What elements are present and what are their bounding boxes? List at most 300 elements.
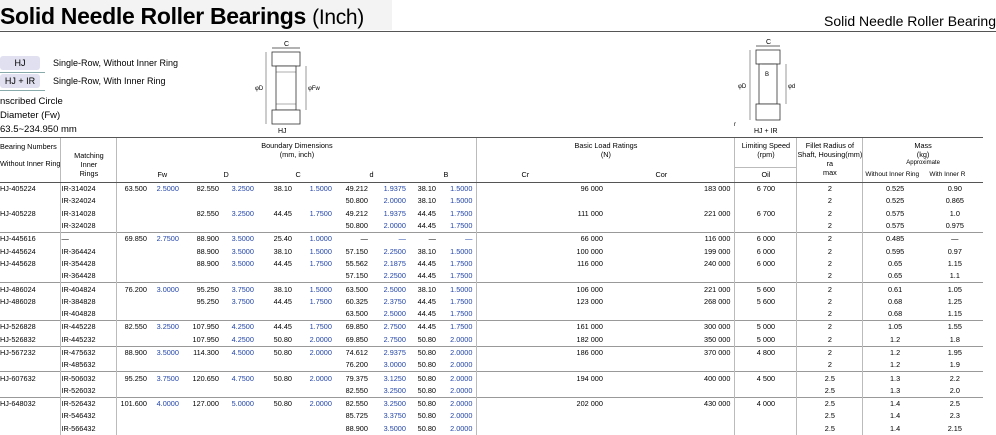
- cell-Bi: 2.0000: [450, 334, 473, 344]
- col-d-outer: D: [223, 170, 229, 179]
- table-row: [0, 258, 983, 270]
- cell-m1: 1.3: [863, 372, 927, 385]
- cell-ir: IR-404824: [61, 283, 117, 296]
- cell-cor: [607, 410, 735, 422]
- cell-fwm: 63.500: [117, 183, 151, 196]
- cell-Bm: 44.45: [417, 221, 436, 231]
- cell-dm: 55.562: [345, 258, 368, 268]
- cell-cr: 111 000: [477, 208, 607, 220]
- cell-Bm: 44.45: [417, 208, 436, 218]
- cell-Cm: 50.80: [258, 372, 296, 385]
- cell-di: 2.3750: [383, 296, 406, 306]
- cell-ra: 2.5: [797, 410, 863, 422]
- cell-Ci: 2.0000: [309, 334, 332, 344]
- cell-hj: HJ-486024: [0, 283, 61, 296]
- cell-Ci: [296, 220, 336, 233]
- cell-fwi: 2.7500: [151, 233, 183, 246]
- cell-hj: HJ-648032: [0, 398, 61, 411]
- cell-Di: 3.5000: [223, 233, 258, 246]
- cell-cor: 183 000: [607, 183, 735, 196]
- cell-cor: [607, 270, 735, 283]
- cell-ir: IR-546432: [61, 410, 117, 422]
- cell-dm: 50.800: [345, 196, 368, 206]
- cell-dm: 50.800: [345, 221, 368, 231]
- legend-underline: [0, 90, 45, 91]
- dim-c-label-2: C: [766, 39, 772, 46]
- cell-di: 2.0000: [383, 196, 406, 206]
- cell-Cm: 50.80: [273, 334, 292, 344]
- cell-Ci: 2.0000: [296, 398, 336, 411]
- cell-cor: [607, 385, 735, 398]
- cell-cor: 400 000: [607, 372, 735, 385]
- cell-Dm: [183, 308, 223, 321]
- cell-oil: 4 000: [735, 398, 797, 411]
- cell-Bm: 44.45: [417, 271, 436, 281]
- cell-oil: 6 700: [735, 208, 797, 220]
- cell-Cm: 44.45: [258, 321, 296, 334]
- cell-Cm: [258, 423, 296, 435]
- cell-oil: [735, 270, 797, 283]
- cell-dm: 85.725: [345, 411, 368, 421]
- cell-Bm: 50.80: [410, 372, 440, 385]
- cell-Cm: [258, 270, 296, 283]
- cell-Di: [223, 423, 258, 435]
- cell-m1: 1.05: [863, 321, 927, 334]
- dim-r-label: r: [734, 122, 736, 128]
- cell-Cm: 50.80: [258, 346, 296, 359]
- col-boundary: Boundary Dimensions (mm, inch) Fw D C d B: [117, 138, 477, 183]
- cell-di: 3.2500: [383, 385, 406, 395]
- cell-Bm: 38.10: [417, 196, 436, 206]
- cell-Dm: [183, 410, 223, 422]
- cell-Dm: [183, 423, 223, 435]
- cell-m2: 2.3: [949, 411, 960, 421]
- cell-Dm: 107.950: [192, 334, 219, 344]
- cell-Cm: 44.45: [273, 258, 292, 268]
- cell-cr: [477, 220, 607, 233]
- cell-Ci: [296, 385, 336, 398]
- cell-Cm: 25.40: [258, 233, 296, 246]
- inscribed-circle-note: [0, 95, 77, 137]
- cell-m2: 0.865: [945, 196, 964, 206]
- cell-oil: [735, 410, 797, 422]
- cell-m1: 0.525: [863, 183, 927, 196]
- cell-Ci: 2.0000: [296, 346, 336, 359]
- cell-Di: [223, 410, 258, 422]
- cell-Ci: [296, 410, 336, 422]
- cell-dm: 49.212: [336, 183, 372, 196]
- cell-Dm: 114.300: [183, 346, 223, 359]
- cell-oil: [735, 423, 797, 435]
- legend-desc: Single-Row, Without Inner Ring: [53, 58, 179, 68]
- cell-oil: 5 000: [735, 334, 797, 347]
- cell-cor: 300 000: [607, 321, 735, 334]
- cell-cr: 202 000: [477, 398, 607, 411]
- cell-Bi: 1.7500: [450, 296, 473, 306]
- cell-m2: 1.8: [949, 334, 960, 344]
- cell-Bm: 50.80: [417, 385, 436, 395]
- cell-ra: 2: [797, 296, 863, 308]
- cell-cor: 221 000: [607, 283, 735, 296]
- cell-m1: 1.2: [863, 359, 927, 372]
- cell-fwm: [117, 334, 151, 347]
- cell-m2: 1.15: [947, 258, 962, 268]
- cell-di: 1.9375: [383, 208, 406, 218]
- cell-fwi: 3.2500: [151, 321, 183, 334]
- table-row: [0, 283, 983, 296]
- cell-di: 2.7500: [372, 321, 410, 334]
- cell-hj: [0, 410, 61, 422]
- running-header: Solid Needle Roller Bearing: [824, 13, 996, 29]
- cell-m2: 0.90: [927, 183, 983, 196]
- cell-Bm: 38.10: [410, 183, 440, 196]
- table-row: [0, 423, 983, 435]
- cell-Cm: [258, 195, 296, 207]
- cell-Ci: 2.0000: [296, 372, 336, 385]
- cell-m1: 1.3: [863, 385, 927, 398]
- cell-fwm: 82.550: [117, 321, 151, 334]
- cell-cr: 194 000: [477, 372, 607, 385]
- cell-ra: 2.5: [797, 372, 863, 385]
- cell-fwm: 95.250: [117, 372, 151, 385]
- cell-Bi: 2.0000: [450, 411, 473, 421]
- cell-cr: [477, 308, 607, 321]
- cell-Dm: 127.000: [183, 398, 223, 411]
- bearing-table: [0, 137, 983, 435]
- col-matching: Matching Inner Rings: [61, 138, 117, 183]
- cell-m2: 2.0: [949, 385, 960, 395]
- cell-dm: 79.375: [336, 372, 372, 385]
- cell-di: —: [372, 233, 410, 246]
- cell-di: 2.9375: [372, 346, 410, 359]
- cell-fwm: [117, 195, 151, 207]
- cell-m1: 0.525: [863, 195, 927, 207]
- table-row: [0, 359, 983, 372]
- cell-hj: [0, 308, 61, 321]
- col-c: C: [295, 170, 301, 179]
- cell-oil: 5 600: [735, 296, 797, 308]
- cell-oil: [735, 220, 797, 233]
- cell-dm: 49.212: [345, 208, 368, 218]
- cell-cor: 370 000: [607, 346, 735, 359]
- cell-oil: 6 000: [735, 245, 797, 257]
- cell-ir: IR-506032: [61, 372, 117, 385]
- cell-m2: 0.975: [945, 221, 964, 231]
- cell-Di: [223, 195, 258, 207]
- cell-fwm: [117, 296, 151, 308]
- cell-ra: 2: [797, 233, 863, 246]
- cell-cor: [607, 308, 735, 321]
- cell-cr: 66 000: [477, 233, 607, 246]
- cell-hj: [0, 423, 61, 435]
- cell-Cm: 44.45: [273, 208, 292, 218]
- cell-Dm: 88.900: [196, 258, 219, 268]
- cell-Ci: 1.7500: [309, 208, 332, 218]
- cell-ir: IR-526032: [61, 385, 117, 398]
- diagram-hj-ir: [730, 38, 810, 134]
- cell-Bm: —: [410, 233, 440, 246]
- cell-Ci: 1.5000: [296, 283, 336, 296]
- cell-ra: 2: [797, 270, 863, 283]
- dim-d-label: φD: [255, 86, 264, 92]
- col-b: B: [443, 170, 449, 179]
- cell-cr: 100 000: [477, 245, 607, 257]
- cell-cr: [477, 195, 607, 207]
- cell-cor: 268 000: [704, 296, 731, 306]
- cell-oil: [735, 359, 797, 372]
- cell-m2: 1.0: [949, 208, 960, 218]
- cell-dm: 60.325: [345, 296, 368, 306]
- cell-Bi: 2.0000: [450, 360, 473, 370]
- cell-Cm: [258, 308, 296, 321]
- cell-Di: [223, 385, 258, 398]
- cell-oil: [735, 308, 797, 321]
- cell-fwi: 3.5000: [151, 346, 183, 359]
- legend-tag: HJ: [0, 56, 40, 70]
- cell-ir: IR-314028: [61, 208, 117, 220]
- cell-ra: 2.5: [797, 398, 863, 411]
- cell-Dm: 107.950: [183, 321, 223, 334]
- cell-m2: 1.55: [927, 321, 983, 334]
- cell-ir: IR-324028: [61, 220, 117, 233]
- cell-cr: 106 000: [477, 283, 607, 296]
- cell-Di: 4.2500: [231, 334, 254, 344]
- cell-m2: 1.95: [927, 346, 983, 359]
- cell-cor: [607, 359, 735, 372]
- cell-Bi: 1.7500: [450, 221, 473, 231]
- cell-di: 2.7500: [383, 334, 406, 344]
- cell-Di: 3.2500: [223, 183, 258, 196]
- cell-ra: 2.5: [797, 423, 863, 435]
- cell-Di: [223, 270, 258, 283]
- table-row: [0, 385, 983, 398]
- cell-Bm: 44.45: [410, 321, 440, 334]
- cell-ra: 2: [797, 258, 863, 270]
- legend-desc: Single-Row, With Inner Ring: [53, 76, 166, 86]
- cell-fwi: [151, 208, 183, 220]
- cell-Dm: [183, 220, 223, 233]
- inscribed-line3: 63.5~234.950 mm: [0, 124, 77, 135]
- cell-fwm: [117, 258, 151, 270]
- cell-fwm: [117, 410, 151, 422]
- cell-cr: 161 000: [477, 321, 607, 334]
- cell-Bm: 44.45: [417, 258, 436, 268]
- inscribed-line1: nscribed Circle: [0, 96, 63, 107]
- col-fillet: Fillet Radius of Shaft, Housing(mm) ra max: [797, 138, 863, 183]
- table-row: [0, 372, 983, 385]
- col-mass: Mass (kg) Approximate Without Inner Ring With Inner R: [863, 138, 983, 183]
- col-basic-load: Basic Load Ratings (N) Cr Cor: [477, 138, 735, 183]
- cell-cr: [477, 359, 607, 372]
- cell-Bi: 2.0000: [450, 385, 473, 395]
- cell-Cm: 38.10: [273, 246, 292, 256]
- cell-Bi: 2.0000: [440, 346, 477, 359]
- cell-Ci: 1.0000: [296, 233, 336, 246]
- cell-Ci: [296, 423, 336, 435]
- cell-dm: —: [336, 233, 372, 246]
- cell-fwi: [151, 195, 183, 207]
- cell-fwm: [117, 270, 151, 283]
- cell-m1: 1.2: [863, 346, 927, 359]
- cell-oil: 5 000: [735, 321, 797, 334]
- cell-hj: HJ-567232: [0, 346, 61, 359]
- cell-Bm: 50.80: [410, 346, 440, 359]
- cell-fwm: 76.200: [117, 283, 151, 296]
- cell-dm: 82.550: [345, 385, 368, 395]
- cell-hj: HJ-607632: [0, 372, 61, 385]
- cell-Dm: 88.900: [196, 246, 219, 256]
- cell-Ci: 1.7500: [296, 321, 336, 334]
- cell-fwm: [117, 220, 151, 233]
- cell-Cm: [258, 385, 296, 398]
- cell-cor: 221 000: [704, 208, 731, 218]
- cell-fwi: [151, 296, 183, 308]
- cell-Bi: 2.0000: [450, 423, 473, 433]
- cell-ir: IR-566432: [61, 423, 117, 435]
- cell-Cm: 44.45: [273, 296, 292, 306]
- col-bearing-numbers: Bearing Numbers Without Inner Ring: [0, 138, 61, 183]
- cell-Cm: 38.10: [258, 283, 296, 296]
- legend-hj: [0, 56, 200, 74]
- cell-Dm: 82.550: [183, 183, 223, 196]
- bearing-hj-drawing: [252, 38, 332, 134]
- cell-fwm: 69.850: [117, 233, 151, 246]
- cell-Di: [223, 359, 258, 372]
- cell-m2: 0.97: [947, 246, 962, 256]
- cell-fwi: [151, 359, 183, 372]
- cell-Dm: 120.650: [183, 372, 223, 385]
- cell-Di: 4.2500: [223, 321, 258, 334]
- cell-m1: 0.65: [863, 270, 927, 283]
- cell-cr: 116 000: [477, 258, 607, 270]
- cell-Bi: 1.5000: [440, 283, 477, 296]
- cell-fwm: [117, 245, 151, 257]
- cell-hj: HJ-445628: [0, 258, 36, 268]
- cell-fwi: [151, 245, 183, 257]
- cell-fwi: 3.7500: [151, 372, 183, 385]
- cell-oil: 4 500: [735, 372, 797, 385]
- table-header-row: [0, 138, 983, 183]
- cell-fwi: 2.5000: [151, 183, 183, 196]
- table-row: [0, 398, 983, 411]
- cell-dm: 57.150: [345, 271, 368, 281]
- cell-di: 2.5000: [372, 283, 410, 296]
- cell-ra: 2: [797, 346, 863, 359]
- cell-cor: 430 000: [607, 398, 735, 411]
- cell-fwm: 88.900: [117, 346, 151, 359]
- cell-hj: [0, 385, 61, 398]
- cell-ra: 2: [797, 359, 863, 372]
- cell-hj: HJ-445624: [0, 246, 36, 256]
- cell-di: 2.0000: [383, 221, 406, 231]
- table-body: [0, 183, 983, 435]
- cell-fwm: [117, 208, 151, 220]
- cell-cr: 96 000: [477, 183, 607, 196]
- cell-m2: 1.05: [927, 283, 983, 296]
- cell-fwm: [117, 308, 151, 321]
- cell-Bi: 1.5000: [440, 183, 477, 196]
- cell-Bm: 38.10: [410, 283, 440, 296]
- cell-Bi: 2.0000: [440, 398, 477, 411]
- cell-ra: 2: [797, 334, 863, 347]
- col-mass-with: With Inner R: [929, 171, 966, 178]
- table-row: [0, 308, 983, 321]
- cell-oil: 6 000: [735, 233, 797, 246]
- cell-Dm: [183, 270, 223, 283]
- table-row: [0, 270, 983, 283]
- cell-Bm: 50.80: [417, 423, 436, 433]
- cell-cr: [477, 410, 607, 422]
- dim-fw-label-2: φd: [788, 84, 796, 90]
- cell-m2: 2.5: [927, 398, 983, 411]
- cell-cor: 199 000: [704, 246, 731, 256]
- cell-hj: HJ-445616: [0, 233, 61, 246]
- cell-Dm: 95.250: [196, 296, 219, 306]
- cell-Cm: [258, 410, 296, 422]
- cell-Di: [223, 220, 258, 233]
- cell-hj: [0, 359, 61, 372]
- cell-dm: 57.150: [345, 246, 368, 256]
- cell-fwm: [117, 423, 151, 435]
- dim-d-label-2: φD: [738, 84, 747, 90]
- cell-hj: HJ-486028: [0, 296, 36, 306]
- cell-ir: IR-404828: [61, 308, 117, 321]
- cell-ra: 2: [797, 245, 863, 257]
- cell-Bm: 50.80: [410, 398, 440, 411]
- cell-dm: 76.200: [345, 360, 368, 370]
- table-row: [0, 296, 983, 308]
- col-mass-without: Without Inner Ring: [865, 171, 920, 178]
- cell-Bi: 1.7500: [450, 309, 473, 319]
- cell-ra: 2: [797, 183, 863, 196]
- cell-Dm: [183, 359, 223, 372]
- cell-oil: 4 800: [735, 346, 797, 359]
- cell-fwm: [117, 359, 151, 372]
- cell-m2: 1.1: [949, 271, 960, 281]
- cell-fwi: [151, 423, 183, 435]
- cell-Bi: 1.7500: [440, 321, 477, 334]
- col-fw: Fw: [157, 170, 168, 179]
- cell-ra: 2: [797, 308, 863, 321]
- cell-Bm: 44.45: [417, 296, 436, 306]
- cell-hj: [0, 195, 61, 207]
- cell-ir: —: [61, 233, 117, 246]
- cell-Bm: 38.10: [417, 246, 436, 256]
- cell-Dm: [183, 385, 223, 398]
- cell-m1: 0.575: [863, 220, 927, 233]
- cell-fwi: [151, 258, 183, 270]
- cell-ir: IR-445232: [61, 334, 117, 347]
- cell-m2: —: [927, 233, 983, 246]
- cell-fwi: 3.0000: [151, 283, 183, 296]
- table-row: [0, 195, 983, 207]
- cell-di: 3.1250: [372, 372, 410, 385]
- cell-m1: 0.65: [863, 258, 927, 270]
- table-row: [0, 220, 983, 233]
- cell-m1: 1.4: [863, 423, 927, 435]
- cell-m1: 0.68: [863, 308, 927, 321]
- cell-ir: IR-364428: [61, 270, 117, 283]
- cell-hj: HJ-526832: [0, 334, 36, 344]
- diagram-hj-label: HJ: [278, 128, 287, 134]
- cell-Ci: 1.5000: [309, 246, 332, 256]
- cell-ir: IR-314024: [61, 183, 117, 196]
- diagram-hj: [252, 38, 332, 134]
- cell-di: 2.1875: [383, 258, 406, 268]
- cell-cr: 182 000: [477, 334, 607, 347]
- cell-Cm: 38.10: [258, 183, 296, 196]
- table-row: [0, 321, 983, 334]
